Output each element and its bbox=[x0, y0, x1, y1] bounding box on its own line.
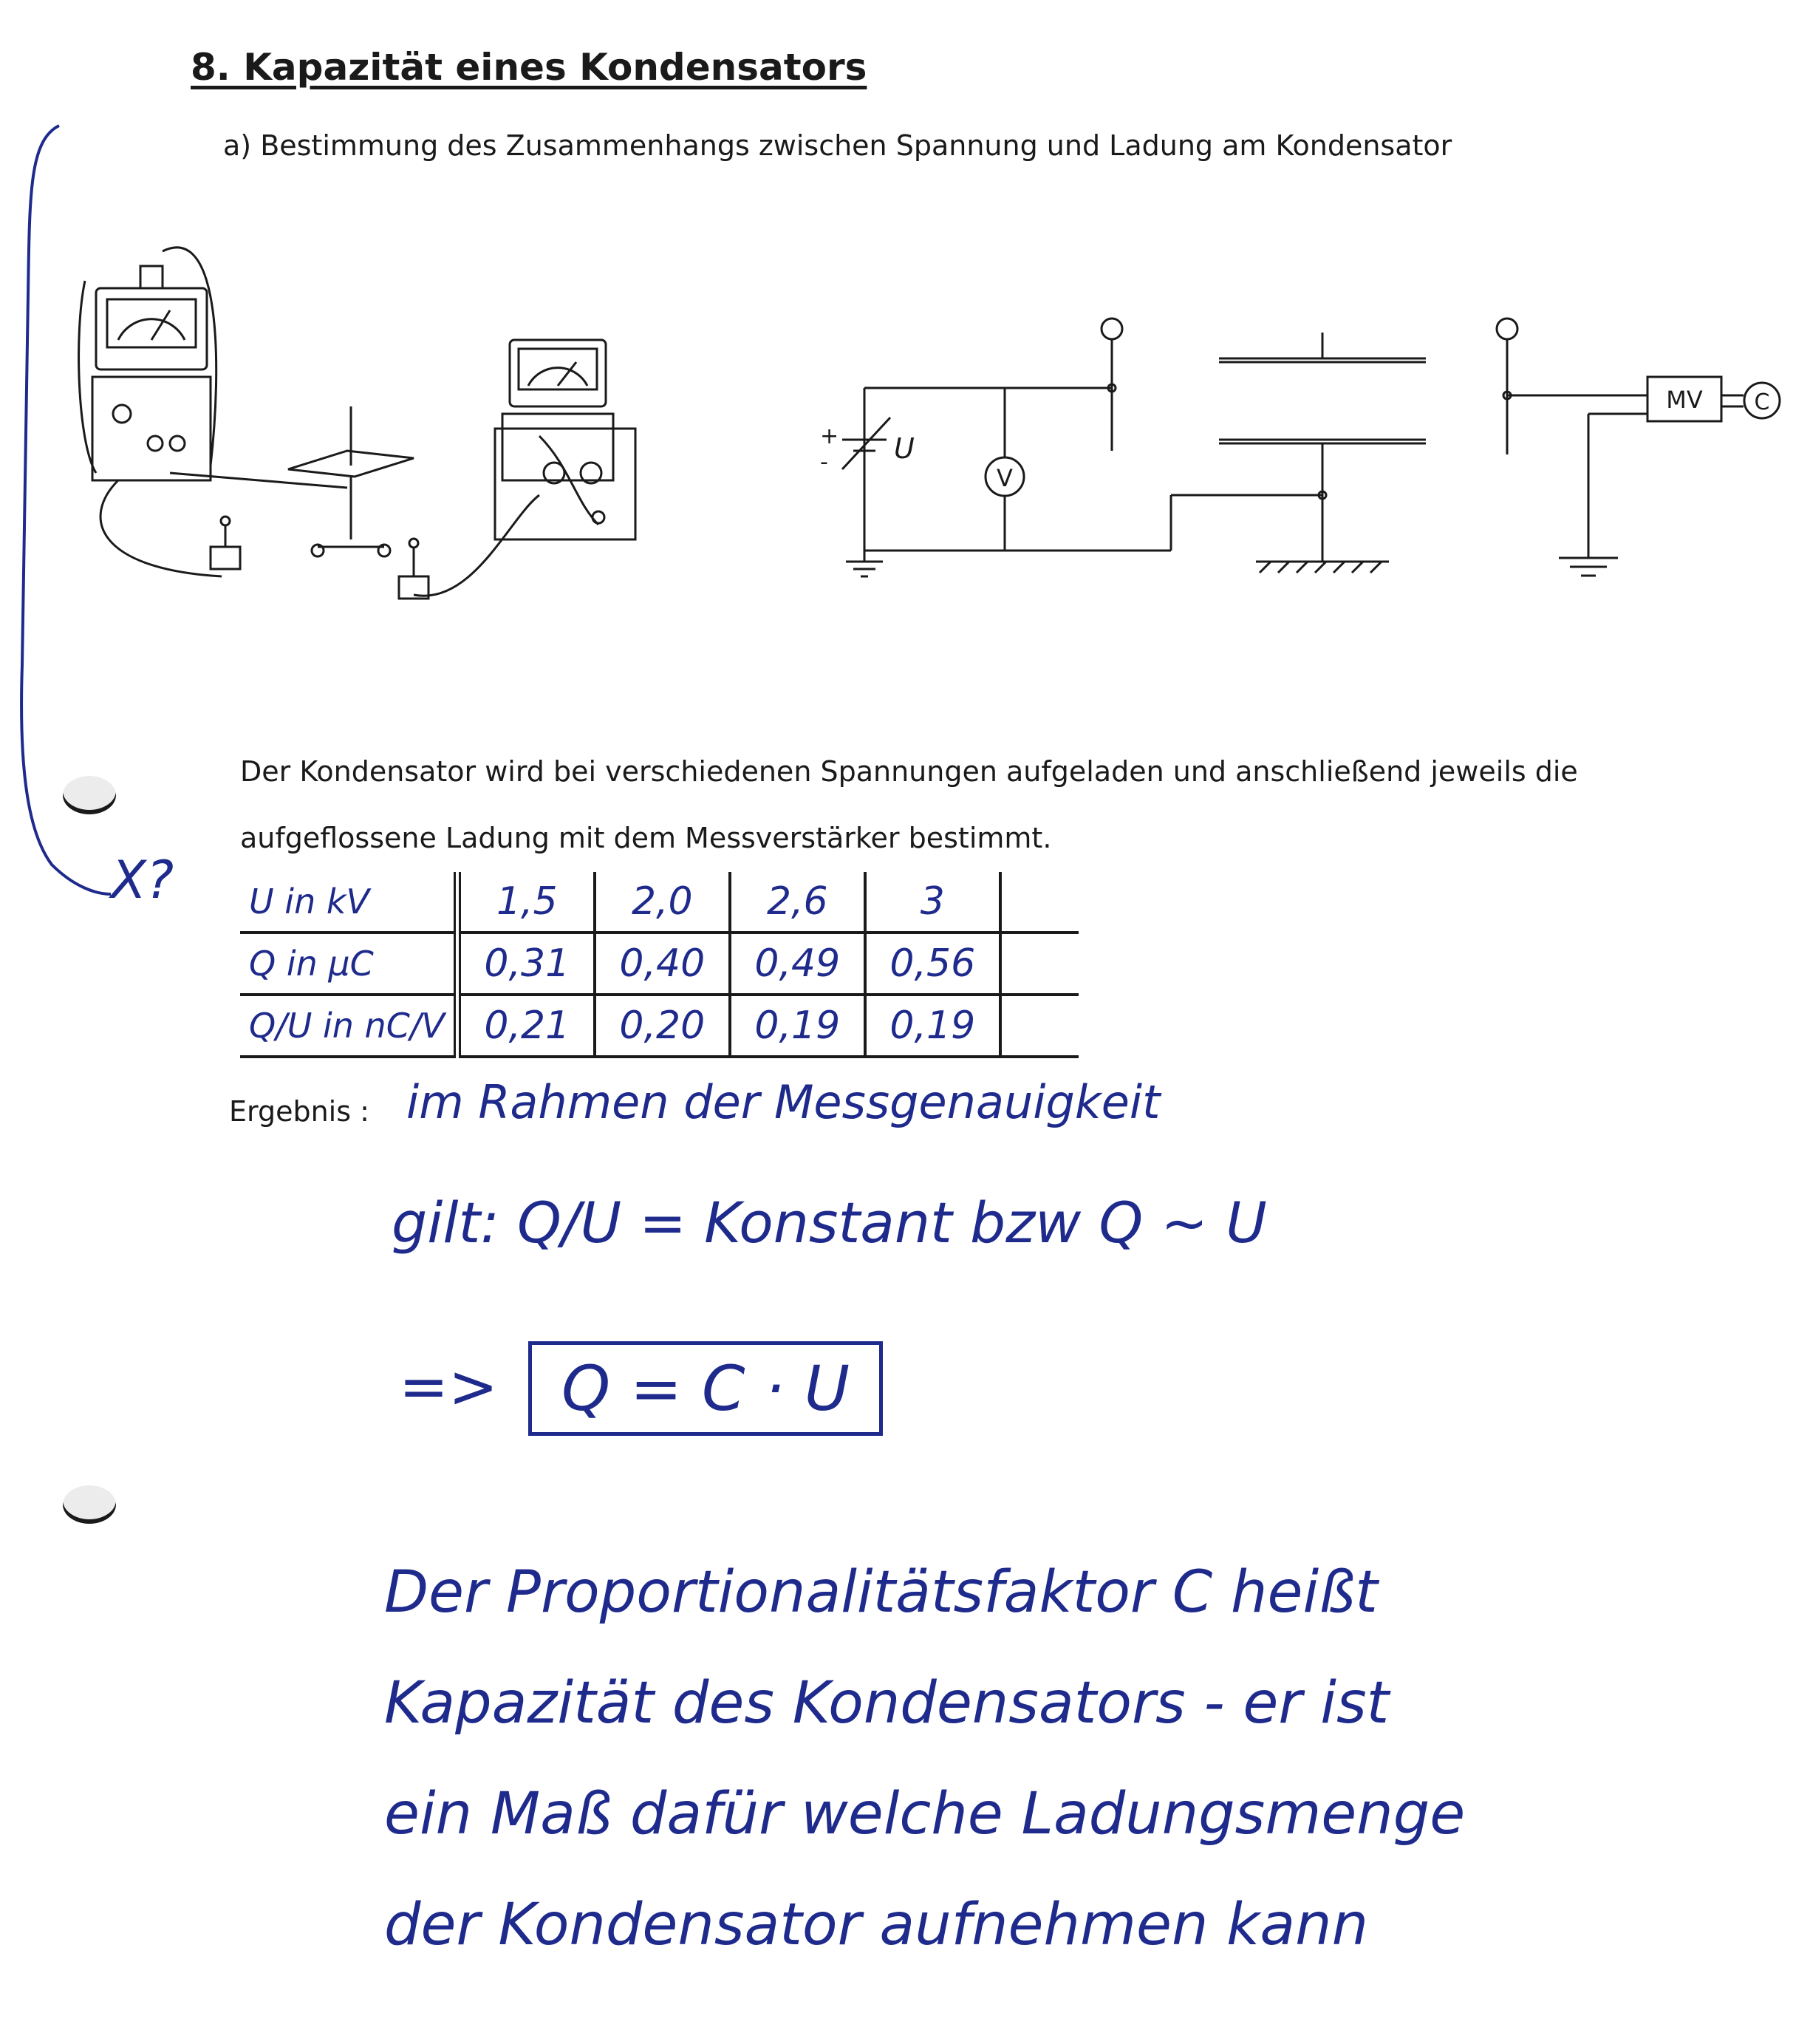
table-cell-empty bbox=[1000, 933, 1079, 995]
note-line-3: ein Maß dafür welche Ladungsmenge bbox=[384, 1781, 1466, 1847]
note-line-1: Der Proportionalitätsfaktor C heißt bbox=[384, 1559, 1378, 1626]
row-header-charge: Q in μC bbox=[240, 933, 457, 995]
table-cell: 0,21 bbox=[457, 995, 595, 1057]
table-cell: 3 bbox=[865, 872, 1000, 933]
paragraph-line-2: aufgeflossene Ladung mit dem Messverstärker bestimmt. bbox=[240, 822, 1052, 854]
table-row bbox=[240, 995, 1079, 1057]
table-row bbox=[240, 933, 1079, 995]
measurement-table bbox=[240, 872, 1079, 1058]
table-cell: 1,5 bbox=[457, 872, 595, 933]
plus-sign: + bbox=[820, 423, 839, 449]
table-cell: 0,56 bbox=[865, 933, 1000, 995]
table-row bbox=[240, 872, 1079, 933]
margin-note: X? bbox=[111, 850, 174, 910]
table-cell-empty bbox=[1000, 872, 1079, 933]
formula-box: Q = C · U bbox=[528, 1341, 883, 1436]
result-label: Ergebnis : bbox=[229, 1095, 369, 1128]
table-cell: 0,40 bbox=[595, 933, 730, 995]
circuit-diagram bbox=[798, 310, 1803, 591]
row-header-voltage: U in kV bbox=[240, 872, 457, 933]
amplifier-label: MV bbox=[1666, 386, 1703, 414]
binder-hole-bottom bbox=[63, 1485, 116, 1524]
paragraph-line-1: Der Kondensator wird bei verschiedenen Spannungen aufgeladen und anschließend jeweils die bbox=[240, 755, 1578, 788]
table-cell: 0,49 bbox=[730, 933, 865, 995]
table-cell: 2,0 bbox=[595, 872, 730, 933]
page-title: 8. Kapazität eines Kondensators bbox=[191, 46, 867, 89]
result-line-1: im Rahmen der Messgenauigkeit bbox=[406, 1075, 1161, 1129]
table-cell: 0,19 bbox=[730, 995, 865, 1057]
implies-arrow: => bbox=[399, 1352, 499, 1421]
table-cell: 0,31 bbox=[457, 933, 595, 995]
voltmeter-label: V bbox=[997, 464, 1013, 492]
section-subtitle: a) Bestimmung des Zusammenhangs zwischen Spannung und Ladung am Kondensator bbox=[223, 129, 1452, 162]
note-line-2: Kapazität des Kondensators - er ist bbox=[384, 1670, 1390, 1737]
table-cell: 2,6 bbox=[730, 872, 865, 933]
meter-label: C bbox=[1754, 389, 1770, 415]
table-cell-empty bbox=[1000, 995, 1079, 1057]
minus-sign: - bbox=[820, 449, 828, 475]
apparatus-drawing bbox=[66, 222, 658, 636]
note-line-4: der Kondensator aufnehmen kann bbox=[384, 1892, 1369, 1958]
voltage-label: U bbox=[894, 432, 915, 465]
table-cell: 0,20 bbox=[595, 995, 730, 1057]
binder-hole-top bbox=[63, 776, 116, 814]
table-cell: 0,19 bbox=[865, 995, 1000, 1057]
result-line-2: gilt: Q/U = Konstant bzw Q ~ U bbox=[392, 1190, 1267, 1256]
row-header-ratio: Q/U in nC/V bbox=[240, 995, 457, 1057]
